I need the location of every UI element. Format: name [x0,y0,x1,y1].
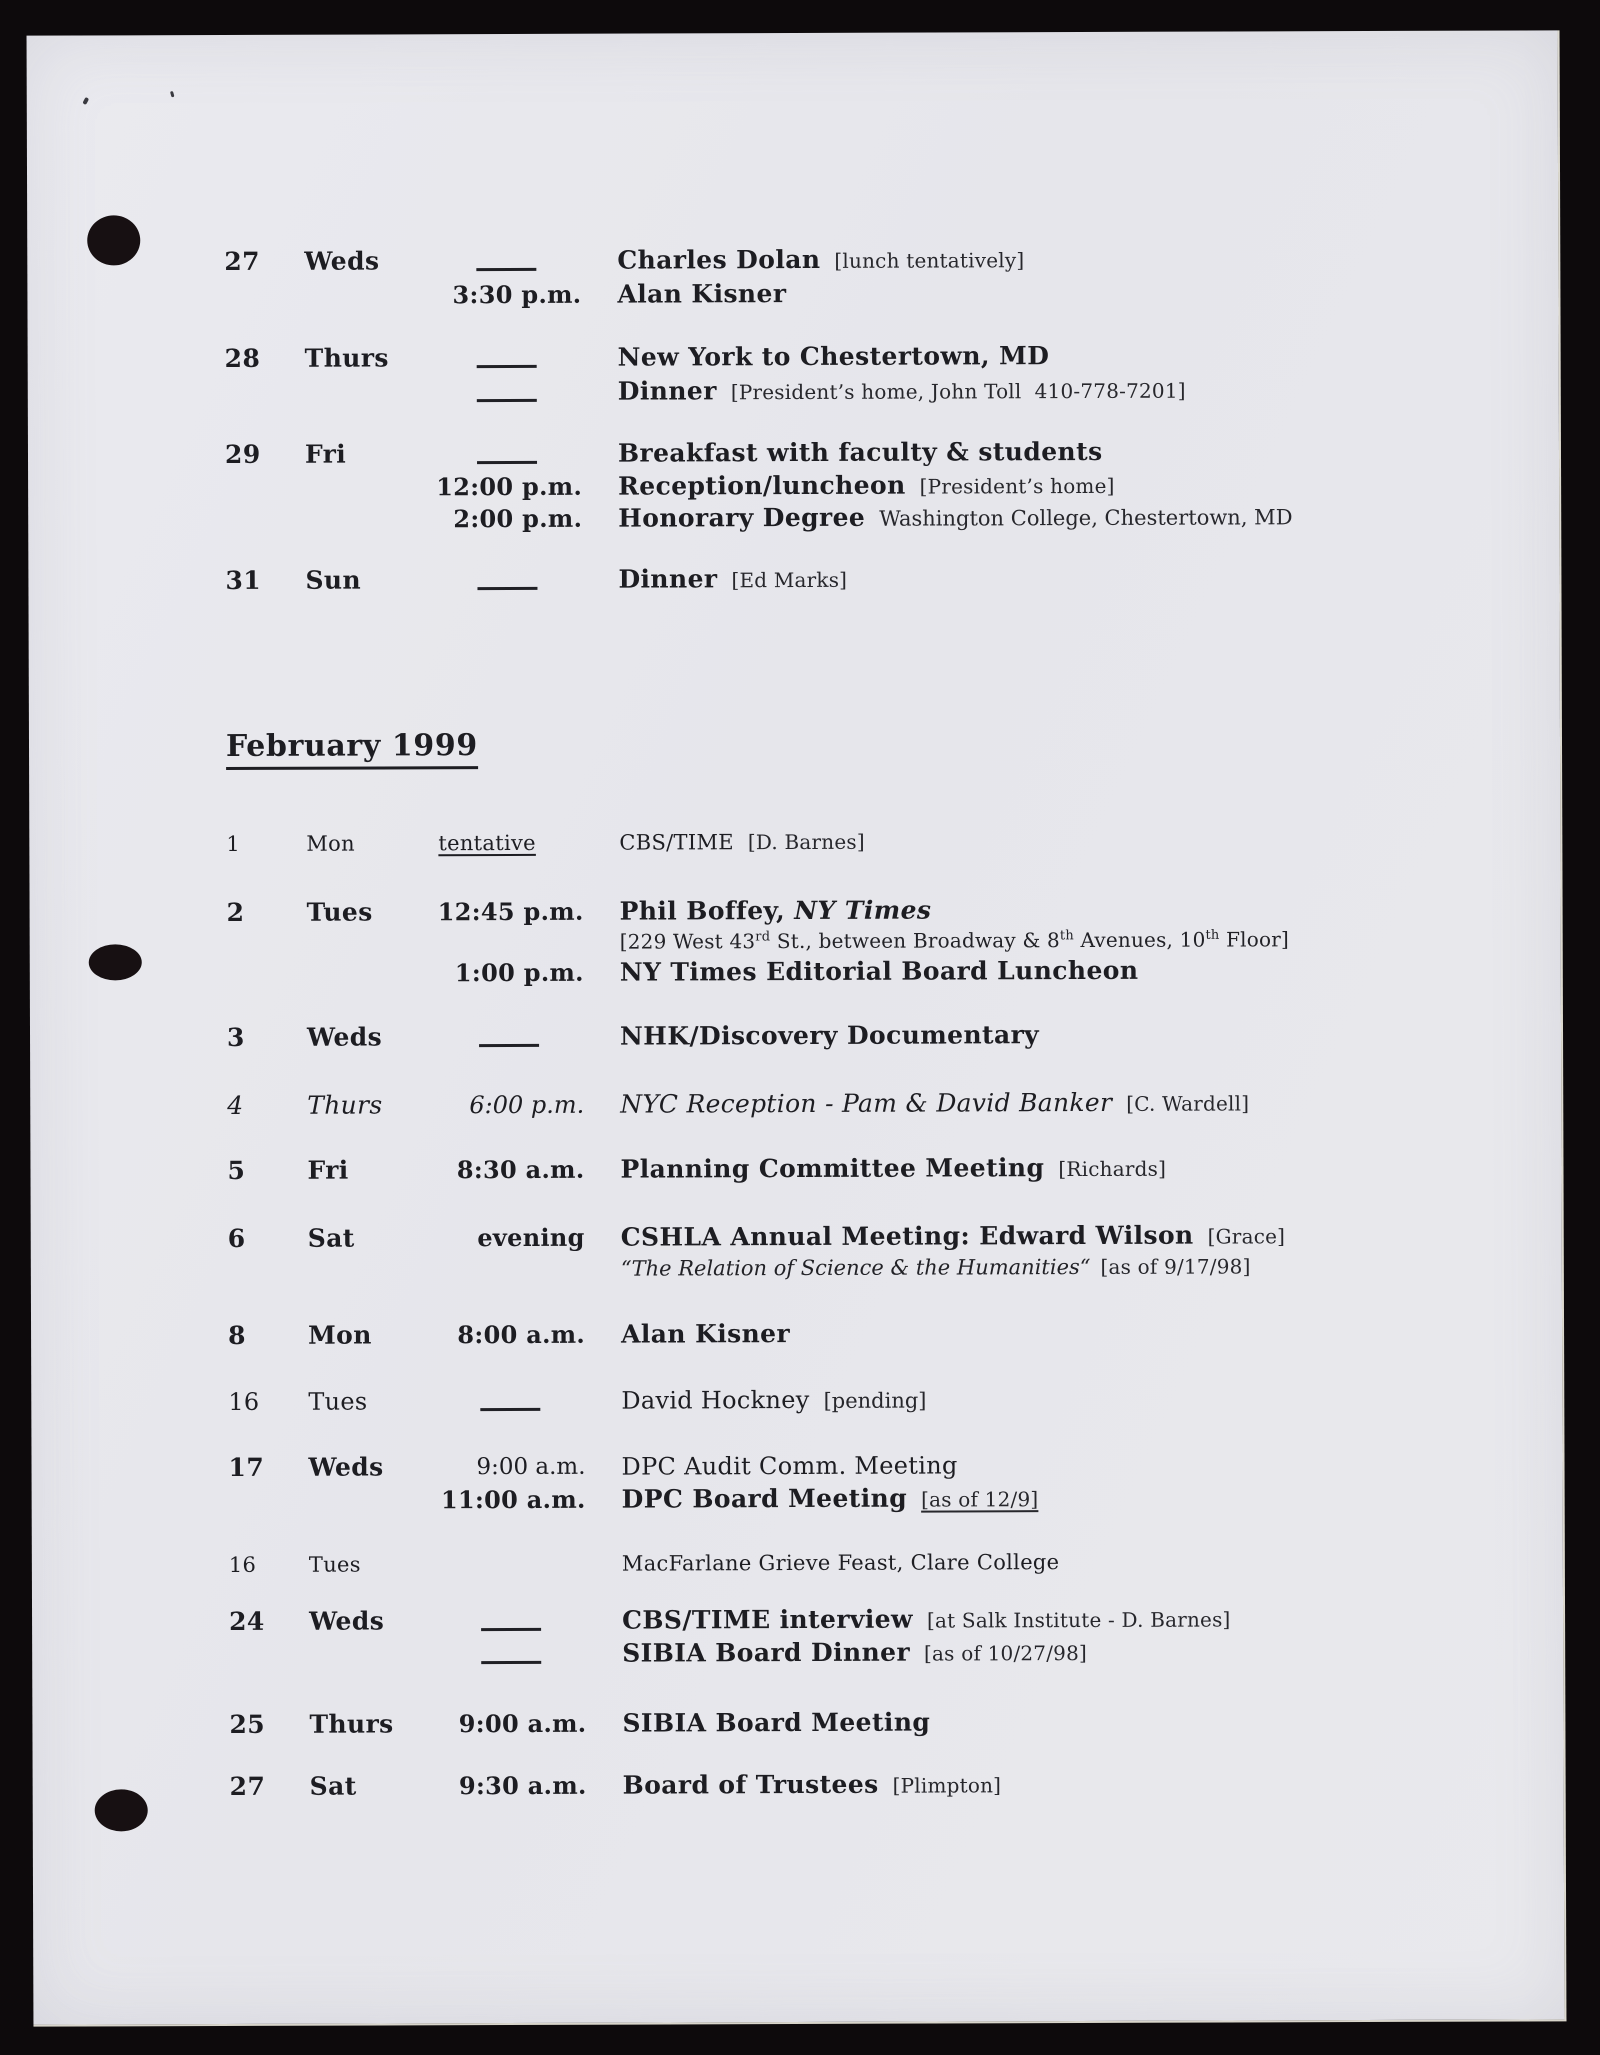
schedule-line [30,952,1561,991]
weekday-cell: Weds [304,246,380,276]
weekday-cell: Weds [306,1022,383,1052]
weekday-cell: Sat [309,1771,357,1801]
event-title: Dinner [617,376,717,406]
time-cell: 8:00 a.m. [457,1319,586,1350]
day-cell: 25 [229,1709,266,1739]
day-cell: 5 [227,1155,246,1185]
ordinal-suffix: rd [755,929,771,945]
day-cell: 24 [229,1606,265,1636]
ordinal-suffix: th [1059,928,1074,944]
day-cell: 16 [228,1387,260,1416]
schedule-line [31,1314,1562,1353]
event-title: Board of Trustees [622,1769,879,1800]
blank-line [477,399,537,402]
event-title: New York to Chestertown, MD [617,341,1050,372]
address-part: St., between Broadway & 8 [770,928,1060,954]
time-cell: evening [477,1222,585,1253]
schedule-line [32,1633,1563,1672]
event-note: [Grace] [1207,1224,1286,1249]
event-note: [lunch tentatively] [834,248,1025,273]
address-part: Floor] [1219,927,1290,952]
time-cell: 1:00 p.m. [454,957,584,988]
weekday-cell: Fri [304,439,347,469]
blank-line [481,1628,541,1631]
schedule-line [32,1545,1563,1580]
time-cell: 6:00 p.m. [469,1090,585,1120]
schedule-line [30,925,1561,956]
event-title: NHK/Discovery Documentary [619,1020,1040,1051]
schedule-line [28,559,1559,598]
weekday-cell: Thurs [304,343,389,373]
event-title: NYC Reception - Pam & David Banker [620,1087,1113,1119]
event-note: [C. Wardell] [1126,1091,1250,1116]
time-cell: 12:00 p.m. [436,471,583,502]
schedule-line [27,240,1558,279]
day-cell: 16 [228,1552,257,1577]
event-title: SIBIA Board Dinner [622,1637,911,1668]
weekday-cell: Tues [308,1552,361,1577]
event-title: CBS/TIME interview [622,1604,914,1635]
event-note: [Ed Marks] [731,567,848,593]
time-cell: 9:00 a.m. [458,1708,587,1739]
day-cell: 17 [228,1452,265,1482]
schedule-line [30,1149,1561,1188]
event-title: CBS/TIME [619,830,734,855]
weekday-cell: Tues [306,897,373,927]
day-cell: 6 [227,1223,246,1253]
event-title: DPC Audit Comm. Meeting [621,1451,958,1481]
day-cell: 3 [226,1022,245,1052]
event-title: Honorary Degree [618,502,866,533]
event-note: [President’s home, John Toll 410-778-7201] [730,378,1186,405]
schedule-line [29,824,1560,859]
event-note: [pending] [823,1388,927,1413]
document-page [27,30,1567,2026]
weekday-cell: Weds [309,1606,385,1636]
event-title: DPC Board Meeting [621,1483,908,1514]
day-cell: 4 [227,1090,244,1120]
speck [82,97,89,105]
event-note: [at Salk Institute - D. Barnes] [926,1607,1231,1633]
event-title: Charles Dolan [617,244,821,275]
schedule-line [31,1217,1562,1256]
blank-line [476,268,536,271]
weekday-cell: Mon [308,1320,372,1350]
event-title: Dinner [618,564,718,594]
event-title: Breakfast with faculty & students [617,436,1103,468]
day-cell: 28 [224,343,261,373]
event-title: Reception/luncheon [618,470,906,501]
schedule-line [31,1380,1562,1419]
schedule-line [30,891,1561,930]
day-cell: 27 [229,1771,266,1801]
blank-line [477,365,537,368]
day-cell: 8 [228,1320,246,1350]
day-cell: 2 [226,897,245,927]
blank-line [479,1044,539,1047]
event-note: [Plimpton] [892,1773,1002,1798]
weekday-cell: Sun [305,565,362,595]
event-title: Planning Committee Meeting [620,1153,1045,1184]
event-title: CSHLA Annual Meeting: Edward Wilson [620,1220,1194,1252]
schedule-line [27,274,1558,313]
weekday-cell: Thurs [309,1709,394,1739]
event-title: NY Times Editorial Board Luncheon [619,955,1139,987]
event-title: Alan Kisner [617,279,787,309]
blank-line [480,1408,540,1411]
event-location: Washington College, Chestertown, MD [879,505,1293,531]
time-cell: 8:30 a.m. [456,1154,585,1185]
time-cell: 2:00 p.m. [453,503,583,534]
time-cell: 9:00 a.m. [476,1453,586,1481]
weekday-cell: Fri [307,1155,349,1185]
weekday-cell: Thurs [307,1090,383,1120]
speck [170,91,174,98]
blank-line [477,461,537,464]
schedule-line [28,337,1559,376]
address-line [620,926,1289,954]
schedule-line [31,1251,1562,1284]
event-title: Alan Kisner [621,1319,791,1349]
weekday-cell: Weds [308,1452,384,1482]
event-title-italic: NY Times [785,895,932,926]
schedule-line [28,498,1559,537]
day-cell: 29 [224,439,261,469]
lecture-title: “The Relation of Science & the Humanities“ [620,1254,1091,1281]
schedule-line [33,1765,1564,1804]
event-note: [as of 12/9] [921,1487,1039,1512]
schedule-line [32,1479,1563,1518]
event-note: [D. Barnes] [747,829,865,855]
schedule-line [32,1703,1563,1742]
schedule-line [28,371,1559,410]
ordinal-suffix: th [1205,927,1220,943]
month-heading: February 1999 [226,727,478,770]
schedule-line [30,1016,1561,1055]
event-title: MacFarlane Grieve Feast, Clare College [621,1550,1060,1576]
event-title: SIBIA Board Meeting [622,1707,931,1738]
time-cell: 11:00 a.m. [440,1484,586,1515]
event-title: David Hockney [621,1385,810,1415]
weekday-cell: Mon [306,831,355,856]
event-note: [as of 10/27/98] [923,1640,1088,1666]
schedule-line [30,1084,1561,1123]
event-note: [Richards] [1058,1156,1167,1182]
day-cell: 1 [226,831,241,856]
weekday-cell: Sat [307,1223,355,1253]
time-cell: tentative [438,830,536,856]
event-note: [as of 9/17/98] [1100,1254,1251,1279]
address-part: [229 West 43 [619,929,756,954]
time-cell: 12:45 p.m. [437,896,584,927]
weekday-cell: Tues [308,1387,368,1416]
day-cell: 27 [224,246,260,276]
event-title: Phil Boffey, [619,896,786,926]
blank-line [477,587,537,590]
time-cell: 3:30 p.m. [452,279,582,310]
time-cell: 9:30 a.m. [458,1770,587,1801]
event-note: [President’s home] [919,473,1115,499]
blank-line [481,1661,541,1664]
day-cell: 31 [225,565,262,595]
address-part: Avenues, 10 [1073,927,1206,953]
